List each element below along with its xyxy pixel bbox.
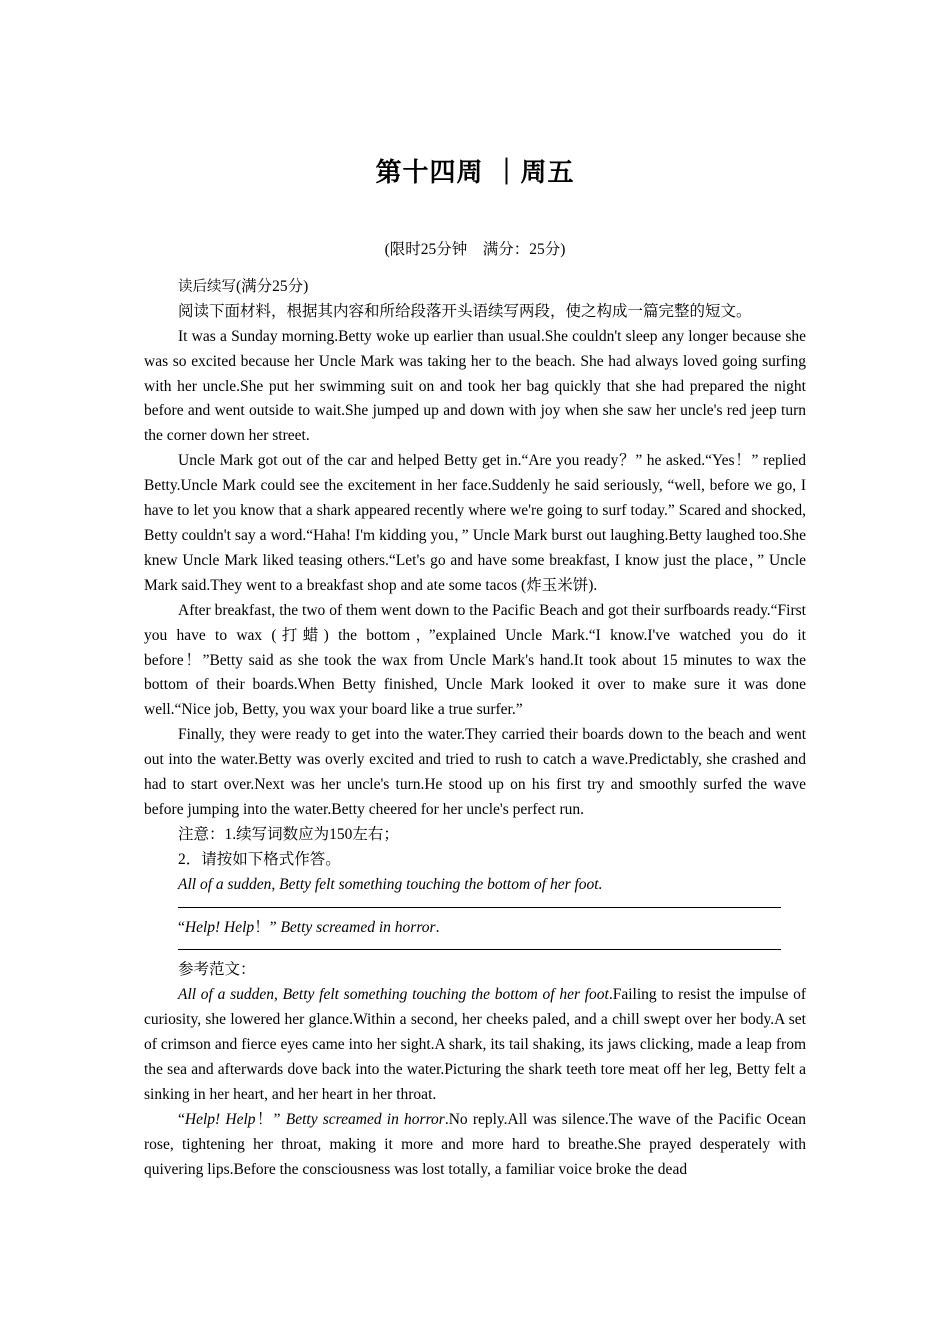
sample-2-mid: ！” [255,1110,286,1128]
passage-paragraph-3: After breakfast, the two of them went down to the Pacific Beach and got their surfboards ready.“First you have to wax (打蜡) the bottom，”explained Uncle Mark.“I know.I've watched you do it before！”Betty said as she took the wax from Uncle Mark's hand.It took about 15 minutes to wax the bottom of their boards.When Betty finished, Uncle Mark looked it over to make sure it was done well.“Nice job, Betty, you wax your board like a true surfer.” [144,601,806,719]
sample-2-tail: Betty screamed in horror [285,1110,445,1128]
prompt-1-text: All of a sudden, Betty felt something touching the bottom of her foot. [178,875,603,893]
prompt-2-open-quote: “ [178,918,185,936]
note-1: 注意：1.续写词数应为150左右； [178,825,399,843]
time-limit: (限时25分钟 满分：25分) [384,241,566,258]
prompt-2-tail: Betty screamed in horror [280,918,436,936]
prompt-2-mid: ！” [254,918,281,936]
section-score: (满分25分) [236,277,309,295]
passage-paragraph-1: It was a Sunday morning.Betty woke up earlier than usual.She couldn't sleep any longer because she was so excited because her Uncle Mark was taking her to the beach. She had always loved going surfing with her uncle.She put her swimming suit on and took her bag quickly that she had prepared the night before and went outside to wait.She jumped up and down with joy when she saw her uncle's red jeep turn the corner down her street. [144,327,806,445]
prompt-2-italic: Help! Help [184,918,255,936]
document-body [144,238,806,1183]
prompt-2-end: . [435,918,440,936]
answer-line-2 [178,949,781,950]
prompt-line-2 [144,916,806,941]
instruction: 阅读下面材料，根据其内容和所给段落开头语续写两段，使之构成一篇完整的短文。 [178,302,752,320]
page-title: 第十四周 ｜周五 [375,158,575,188]
sample-2-text: .No reply.All was silence.The wave of the Pacific Ocean rose, tightening her throat, making it more and more hard to breathe.She prayed desperately with quivering lips.Before the consciousness was lost totally, a familiar voice broke the dead [144,1110,806,1178]
sample-1-text: .Failing to resist the impulse of curiosity, she lowered her glance.Within a second, her cheeks paled, and a chill swept over her body.A set of crimson and fierce eyes came into her sight.A shark, its tail shaking, its jaws clicking, made a leap from the sea and afterwards dove back into the water.Picturing the shark teeth tore meat off her leg, Betty felt a sinking in her heart, and her heart in her throat. [144,986,806,1103]
answer-line-1 [178,907,781,908]
sample-2-open-quote: “ [178,1110,185,1128]
note-2: 2．请按如下格式作答。 [178,850,341,868]
sample-paragraph-2 [144,1108,806,1183]
passage-paragraph-2: Uncle Mark got out of the car and helped Betty get in.“Are you ready？” he asked.“Yes！” replied Betty.Uncle Mark could see the excitement in her face.Suddenly he said seriously, “well, before we go, I have to let you know that a shark appeared recently where we're going to surf today.” Scared and shocked, Betty couldn't say a word.“Haha! I'm kidding you，” Uncle Mark burst out laughing.Betty laughed too.She knew Uncle Mark liked teasing others.“Let's go and have some breakfast, I know just the place，” Uncle Mark said.They went to a breakfast shop and ate some tacos (炸玉米饼). [144,452,806,594]
sample-paragraph-1 [144,983,806,1108]
prompt-line-1 [144,873,806,898]
section-heading-title: 读后续写 [178,278,236,295]
section-heading [144,275,806,300]
sample-label: 参考范文： [178,961,256,979]
passage-paragraph-4: Finally, they were ready to get into the water.They carried their boards down to the beach and went out into the water.Betty was overly excited and tried to rush to catch a wave.Predictably, she crashed and had to start over.Next was her uncle's turn.He stood up on his first try and smoothly surfed the wave before jumping into the water.Betty cheered for her uncle's perfect run. [144,726,806,818]
sample-1-italic: All of a sudden, Betty felt something touching the bottom of her foot [178,986,609,1004]
sample-2-italic: Help! Help [184,1110,256,1128]
